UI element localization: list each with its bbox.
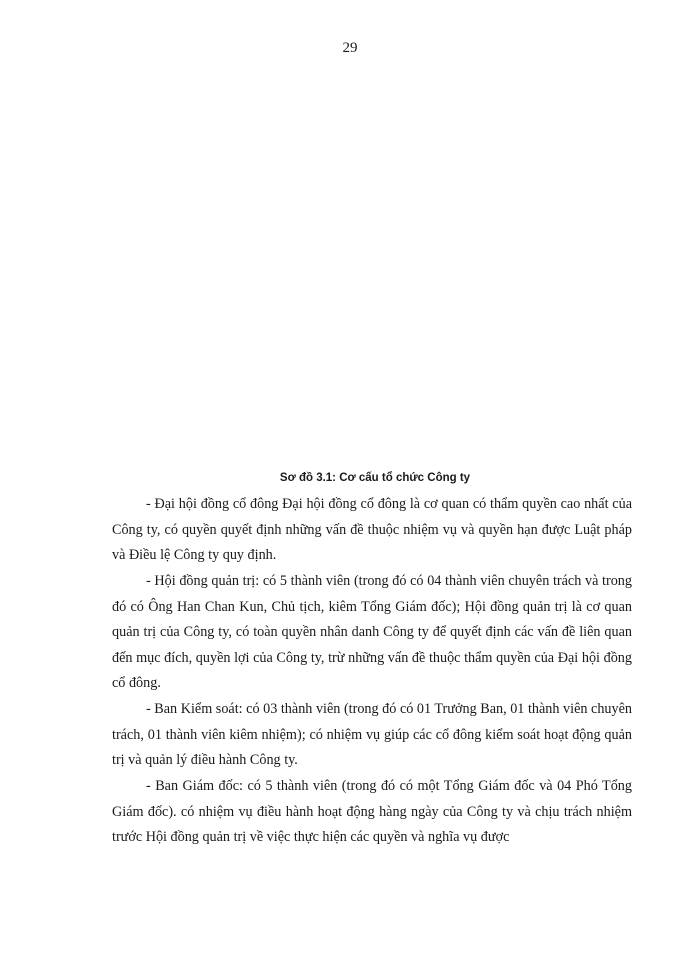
paragraph-supervisory-board: - Ban Kiểm soát: có 03 thành viên (trong đó có 01 Trưởng Ban, 01 thành viên chuyên trách, 01 thành viên kiêm nhiệm); có nhiệm vụ giúp các cổ đông kiểm soát hoạt động quản trị và quản lý điều hành Công ty. — [112, 701, 632, 768]
body-text — [112, 492, 632, 851]
paragraph-board-of-management: - Ban Giám đốc: có 5 thành viên (trong đó có một Tổng Giám đốc và 04 Phó Tổng Giám đốc). có nhiệm vụ điều hành hoạt động hàng ngày của Công ty và chịu trách nhiệm trước Hội đồng quản trị về việc thực hiện các quyền và nghĩa vụ được — [112, 778, 632, 845]
page-number: 29 — [342, 40, 358, 56]
diagram-caption: Sơ đồ 3.1: Cơ cấu tổ chức Công ty — [279, 472, 471, 484]
paragraph-general-meeting: - Đại hội đồng cổ đông Đại hội đồng cổ đông là cơ quan có thẩm quyền cao nhất của Công ty, có quyền quyết định những vấn đề thuộc nhiệm vụ và quyền hạn được Luật pháp và Điều lệ Công ty quy định. — [112, 496, 632, 563]
paragraph-board-of-directors: - Hội đồng quản trị: có 5 thành viên (trong đó có 04 thành viên chuyên trách và trong đó có Ông Han Chan Kun, Chủ tịch, kiêm Tổng Giám đốc); Hội đồng quản trị là cơ quan quản trị của Công ty, có toàn quyền nhân danh Công ty để quyết định các vấn đề liên quan đến mục đích, quyền lợi của Công ty, trừ những vấn đề thuộc thẩm quyền của Đại hội đồng cổ đông. — [112, 573, 632, 691]
org-chart-placeholder — [130, 70, 610, 440]
